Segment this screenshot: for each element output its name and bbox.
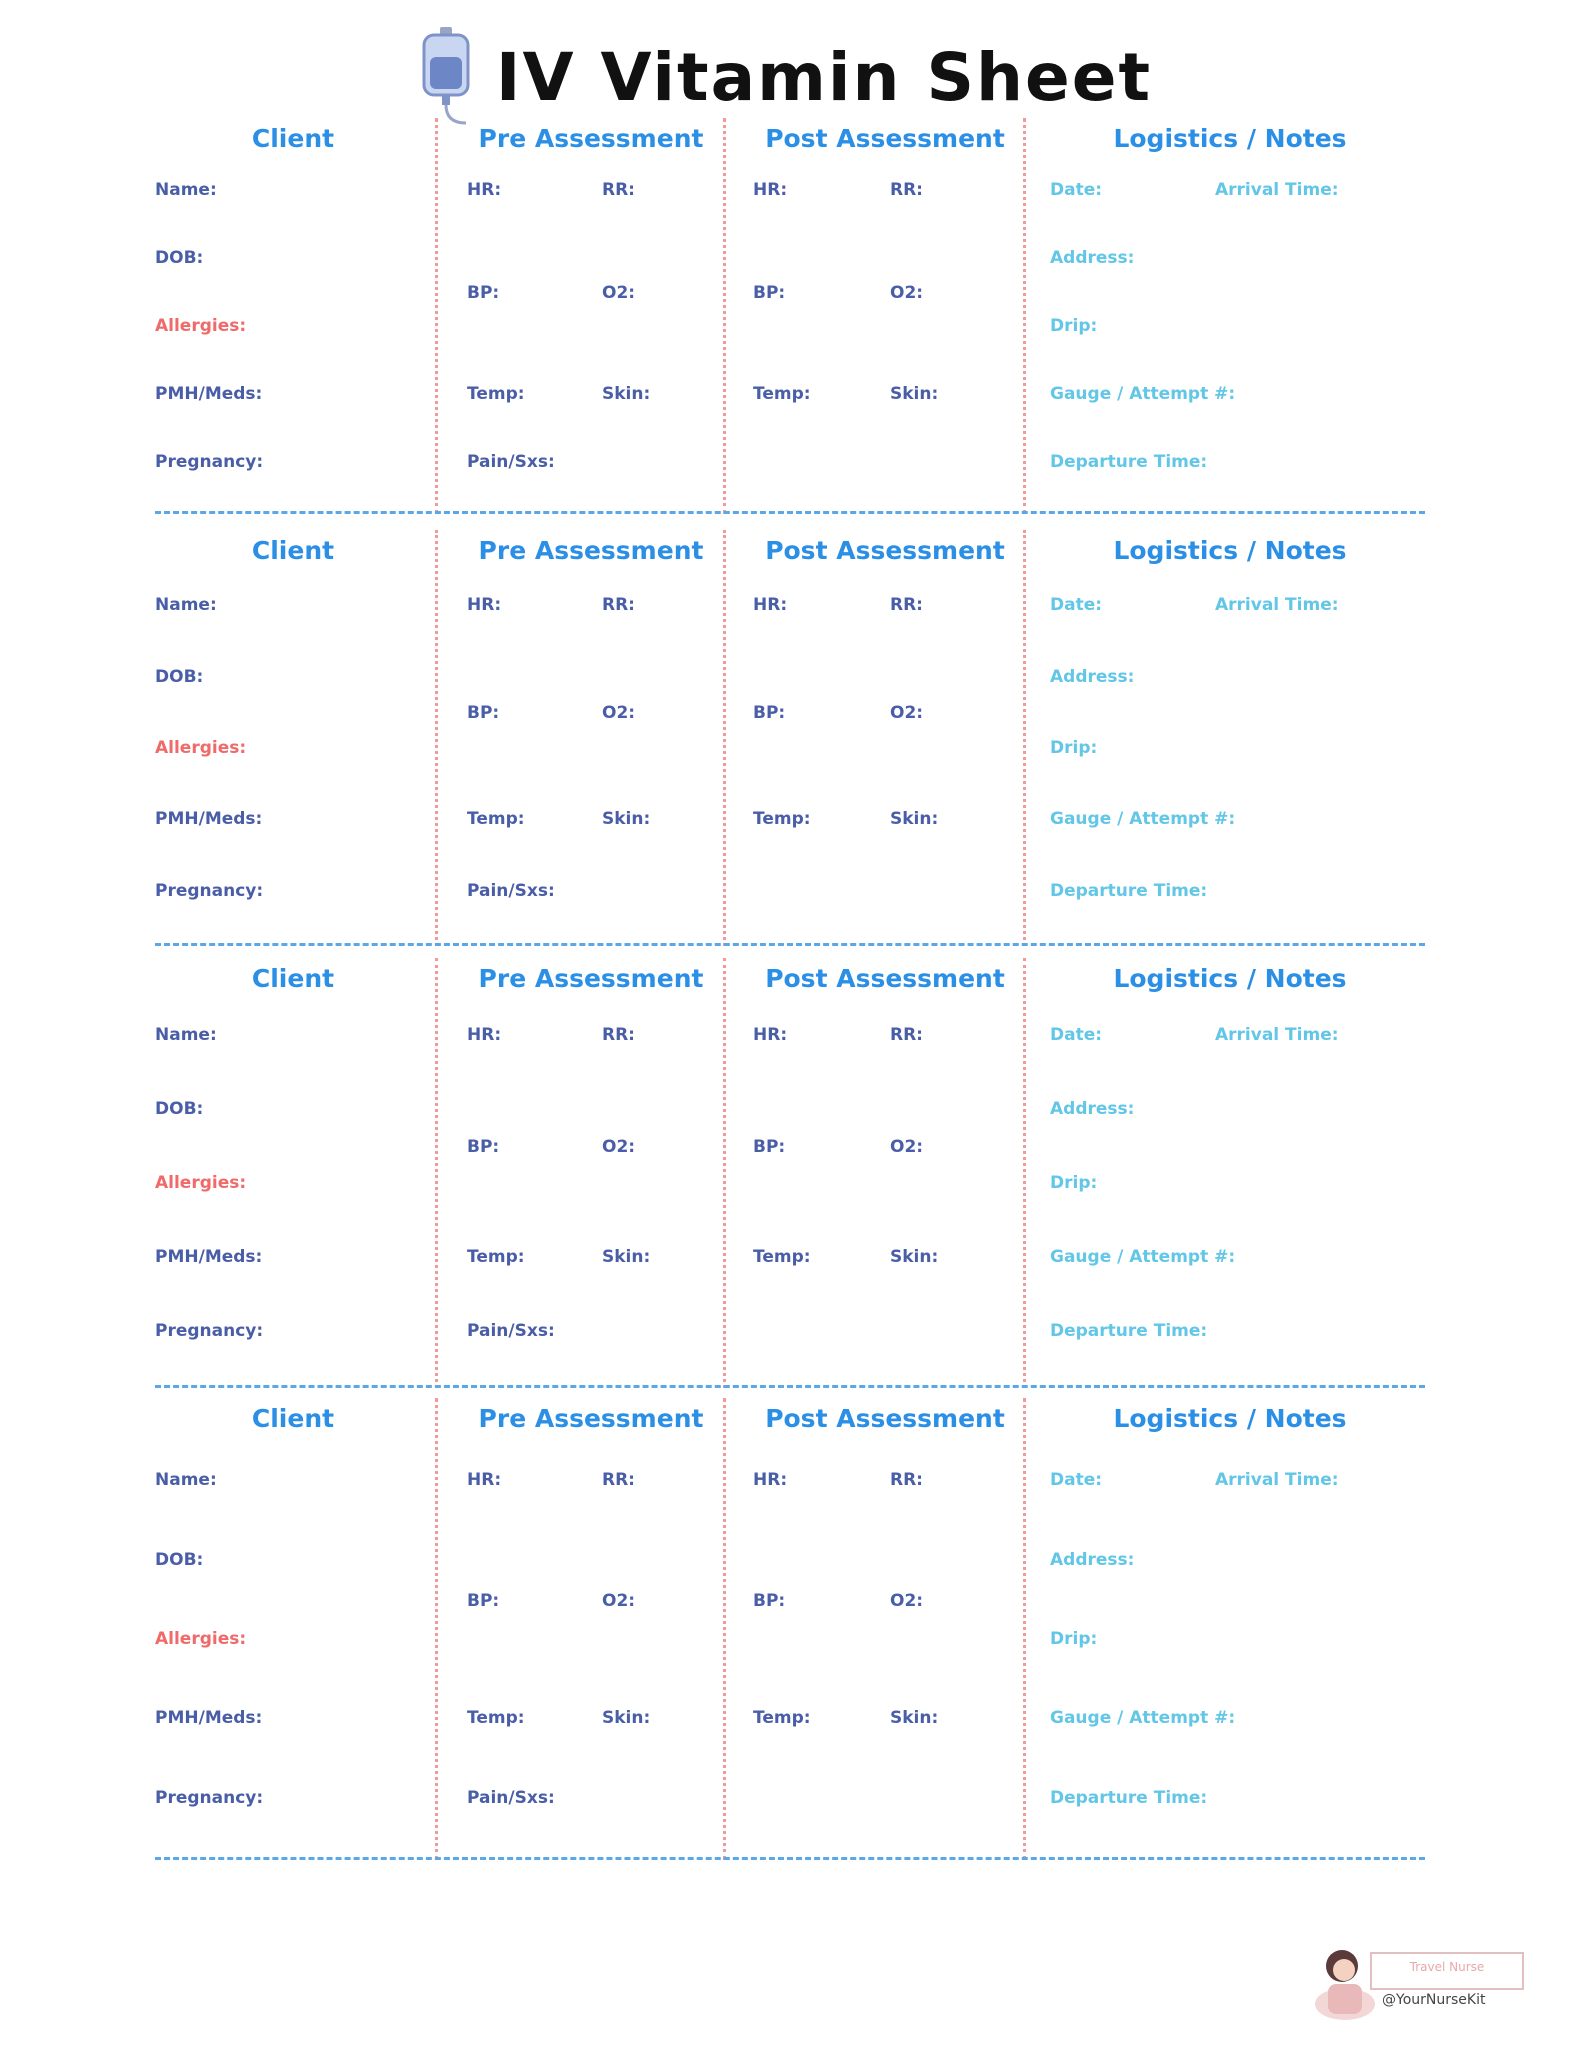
- post-skin-label: Skin:: [890, 1708, 939, 1728]
- assessment-block: [155, 958, 1425, 1388]
- pre-assessment-heading: Pre Assessment: [478, 536, 704, 565]
- logistics-departure-time-label: Departure Time:: [1050, 1788, 1208, 1808]
- client-heading: Client: [251, 124, 335, 153]
- pre-pain-sxs-label: Pain/Sxs:: [467, 452, 555, 472]
- post-hr-label: HR:: [753, 1025, 788, 1045]
- pre-hr-label: HR:: [467, 1470, 502, 1490]
- post-rr-label: RR:: [890, 180, 923, 200]
- pre-temp-label: Temp:: [467, 1247, 525, 1267]
- block-divider: [155, 1385, 1425, 1388]
- post-temp-label: Temp:: [753, 1247, 811, 1267]
- post-hr-label: HR:: [753, 180, 788, 200]
- logistics-departure-time-label: Departure Time:: [1050, 881, 1208, 901]
- logistics-notes-heading: Logistics / Notes: [1113, 124, 1347, 153]
- client-pregnancy-label: Pregnancy:: [155, 452, 264, 472]
- client-pmh-meds-label: PMH/Meds:: [155, 1247, 263, 1267]
- client-dob-label: DOB:: [155, 667, 204, 687]
- pre-pain-sxs-label: Pain/Sxs:: [467, 1788, 555, 1808]
- post-hr-label: HR:: [753, 1470, 788, 1490]
- assessment-block: [155, 1398, 1425, 1860]
- pre-assessment-heading: Pre Assessment: [478, 964, 704, 993]
- assessment-block: [155, 118, 1425, 514]
- client-pmh-meds-label: PMH/Meds:: [155, 1708, 263, 1728]
- column-divider: [435, 1398, 438, 1860]
- client-column: [155, 1398, 447, 1860]
- logistics-drip-label: Drip:: [1050, 1629, 1098, 1649]
- logistics-departure-time-label: Departure Time:: [1050, 1321, 1208, 1341]
- post-assessment-column: [735, 1398, 1035, 1860]
- post-hr-label: HR:: [753, 595, 788, 615]
- brand-box: [1370, 1952, 1524, 1990]
- client-dob-label: DOB:: [155, 1550, 204, 1570]
- logistics-gauge-attempt-label: Gauge / Attempt #:: [1050, 809, 1236, 829]
- post-bp-label: BP:: [753, 283, 786, 303]
- logistics-address-label: Address:: [1050, 1550, 1135, 1570]
- column-divider: [435, 958, 438, 1388]
- assessment-block: [155, 530, 1425, 946]
- logistics-date-label: Date:: [1050, 1025, 1103, 1045]
- pre-o2-label: O2:: [602, 1591, 636, 1611]
- logistics-gauge-attempt-label: Gauge / Attempt #:: [1050, 1708, 1236, 1728]
- post-bp-label: BP:: [753, 1137, 786, 1157]
- logistics-date-label: Date:: [1050, 180, 1103, 200]
- client-allergies-label: Allergies:: [155, 1173, 247, 1193]
- pre-temp-label: Temp:: [467, 1708, 525, 1728]
- post-assessment-column: [735, 530, 1035, 946]
- pre-pain-sxs-label: Pain/Sxs:: [467, 881, 555, 901]
- client-column: [155, 958, 447, 1388]
- client-column: [155, 118, 447, 514]
- pre-bp-label: BP:: [467, 1591, 500, 1611]
- pre-skin-label: Skin:: [602, 809, 651, 829]
- client-name-label: Name:: [155, 180, 217, 200]
- client-name-label: Name:: [155, 1025, 217, 1045]
- pre-assessment-column: [447, 1398, 735, 1860]
- post-temp-label: Temp:: [753, 1708, 811, 1728]
- post-assessment-heading: Post Assessment: [765, 124, 1005, 153]
- logistics-arrival-time-label: Arrival Time:: [1215, 1470, 1339, 1490]
- logistics-notes-heading: Logistics / Notes: [1113, 536, 1347, 565]
- client-pmh-meds-label: PMH/Meds:: [155, 809, 263, 829]
- logistics-notes-column: [1035, 118, 1425, 514]
- header: [0, 22, 1588, 132]
- logistics-notes-heading: Logistics / Notes: [1113, 1404, 1347, 1433]
- post-bp-label: BP:: [753, 703, 786, 723]
- brand-logo: [1310, 1940, 1530, 2020]
- post-assessment-column: [735, 118, 1035, 514]
- pre-skin-label: Skin:: [602, 1708, 651, 1728]
- column-divider: [1023, 530, 1026, 946]
- logistics-notes-column: [1035, 1398, 1425, 1860]
- client-allergies-label: Allergies:: [155, 1629, 247, 1649]
- post-skin-label: Skin:: [890, 809, 939, 829]
- column-divider: [723, 118, 726, 514]
- pre-o2-label: O2:: [602, 703, 636, 723]
- post-temp-label: Temp:: [753, 809, 811, 829]
- pre-bp-label: BP:: [467, 1137, 500, 1157]
- client-heading: Client: [251, 536, 335, 565]
- post-rr-label: RR:: [890, 1025, 923, 1045]
- post-skin-label: Skin:: [890, 384, 939, 404]
- logistics-date-label: Date:: [1050, 1470, 1103, 1490]
- pre-assessment-column: [447, 118, 735, 514]
- logistics-notes-column: [1035, 958, 1425, 1388]
- pre-skin-label: Skin:: [602, 384, 651, 404]
- pre-bp-label: BP:: [467, 283, 500, 303]
- brand-handle: @YourNurseKit: [1382, 1992, 1486, 2008]
- logistics-address-label: Address:: [1050, 1099, 1135, 1119]
- pre-rr-label: RR:: [602, 1025, 635, 1045]
- client-pmh-meds-label: PMH/Meds:: [155, 384, 263, 404]
- post-assessment-heading: Post Assessment: [765, 964, 1005, 993]
- client-allergies-label: Allergies:: [155, 316, 247, 336]
- pre-hr-label: HR:: [467, 595, 502, 615]
- post-assessment-column: [735, 958, 1035, 1388]
- pre-rr-label: RR:: [602, 180, 635, 200]
- client-dob-label: DOB:: [155, 1099, 204, 1119]
- pre-temp-label: Temp:: [467, 809, 525, 829]
- block-divider: [155, 943, 1425, 946]
- pre-skin-label: Skin:: [602, 1247, 651, 1267]
- pre-temp-label: Temp:: [467, 384, 525, 404]
- column-divider: [435, 530, 438, 946]
- post-o2-label: O2:: [890, 1137, 924, 1157]
- assessment-grid: [155, 118, 1425, 1890]
- post-temp-label: Temp:: [753, 384, 811, 404]
- page-title: IV Vitamin Sheet: [495, 38, 1153, 116]
- pre-bp-label: BP:: [467, 703, 500, 723]
- post-skin-label: Skin:: [890, 1247, 939, 1267]
- column-divider: [723, 958, 726, 1388]
- post-bp-label: BP:: [753, 1591, 786, 1611]
- client-pregnancy-label: Pregnancy:: [155, 881, 264, 901]
- logistics-arrival-time-label: Arrival Time:: [1215, 1025, 1339, 1045]
- brand-name: Travel Nurse: [1409, 1960, 1485, 1974]
- client-heading: Client: [251, 964, 335, 993]
- logistics-drip-label: Drip:: [1050, 738, 1098, 758]
- logistics-notes-heading: Logistics / Notes: [1113, 964, 1347, 993]
- client-name-label: Name:: [155, 595, 217, 615]
- client-pregnancy-label: Pregnancy:: [155, 1321, 264, 1341]
- logistics-gauge-attempt-label: Gauge / Attempt #:: [1050, 384, 1236, 404]
- logistics-arrival-time-label: Arrival Time:: [1215, 180, 1339, 200]
- pre-rr-label: RR:: [602, 1470, 635, 1490]
- logistics-address-label: Address:: [1050, 667, 1135, 687]
- client-pregnancy-label: Pregnancy:: [155, 1788, 264, 1808]
- post-assessment-heading: Post Assessment: [765, 536, 1005, 565]
- logistics-departure-time-label: Departure Time:: [1050, 452, 1208, 472]
- pre-o2-label: O2:: [602, 1137, 636, 1157]
- pre-hr-label: HR:: [467, 1025, 502, 1045]
- pre-pain-sxs-label: Pain/Sxs:: [467, 1321, 555, 1341]
- column-divider: [723, 1398, 726, 1860]
- pre-assessment-heading: Pre Assessment: [478, 124, 704, 153]
- logistics-address-label: Address:: [1050, 248, 1135, 268]
- block-divider: [155, 511, 1425, 514]
- client-allergies-label: Allergies:: [155, 738, 247, 758]
- logistics-gauge-attempt-label: Gauge / Attempt #:: [1050, 1247, 1236, 1267]
- post-o2-label: O2:: [890, 703, 924, 723]
- pre-assessment-heading: Pre Assessment: [478, 1404, 704, 1433]
- logistics-drip-label: Drip:: [1050, 316, 1098, 336]
- client-dob-label: DOB:: [155, 248, 204, 268]
- column-divider: [1023, 1398, 1026, 1860]
- pre-hr-label: HR:: [467, 180, 502, 200]
- post-o2-label: O2:: [890, 283, 924, 303]
- pre-o2-label: O2:: [602, 283, 636, 303]
- logistics-date-label: Date:: [1050, 595, 1103, 615]
- column-divider: [1023, 958, 1026, 1388]
- logistics-drip-label: Drip:: [1050, 1173, 1098, 1193]
- post-rr-label: RR:: [890, 595, 923, 615]
- post-rr-label: RR:: [890, 1470, 923, 1490]
- pre-rr-label: RR:: [602, 595, 635, 615]
- logistics-notes-column: [1035, 530, 1425, 946]
- column-divider: [435, 118, 438, 514]
- client-column: [155, 530, 447, 946]
- block-divider: [155, 1857, 1425, 1860]
- post-o2-label: O2:: [890, 1591, 924, 1611]
- logistics-arrival-time-label: Arrival Time:: [1215, 595, 1339, 615]
- client-heading: Client: [251, 1404, 335, 1433]
- column-divider: [723, 530, 726, 946]
- pre-assessment-column: [447, 530, 735, 946]
- post-assessment-heading: Post Assessment: [765, 1404, 1005, 1433]
- client-name-label: Name:: [155, 1470, 217, 1490]
- column-divider: [1023, 118, 1026, 514]
- pre-assessment-column: [447, 958, 735, 1388]
- iv-bag-icon: [416, 27, 476, 127]
